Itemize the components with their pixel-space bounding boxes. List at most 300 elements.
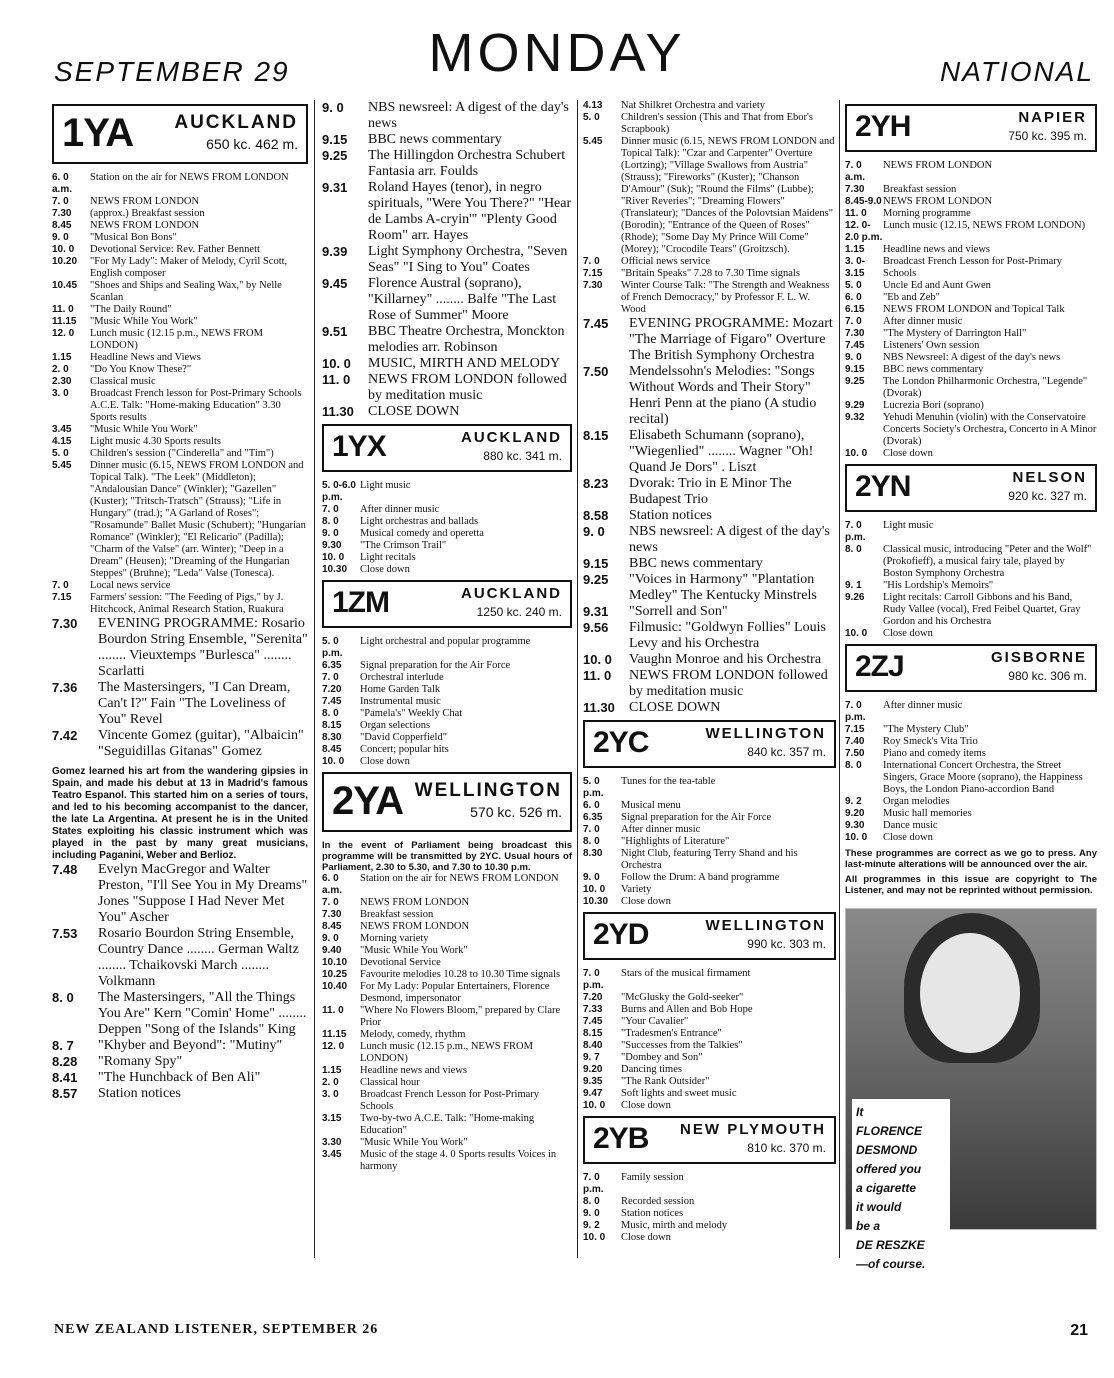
programme-list: [583, 776, 836, 908]
programme-time: 7. 0: [52, 580, 69, 591]
programme-text: Station notices: [629, 508, 712, 523]
programme-entry: [322, 660, 572, 672]
programme-text: BBC Theatre Orchestra, Monckton melodies arr. Robinson: [368, 324, 565, 355]
programme-time: 8.30: [583, 848, 603, 859]
programme-text: "The Mystery of Darrington Hall": [883, 328, 1027, 339]
programme-list: [583, 316, 836, 716]
programme-time: 7.36: [52, 680, 78, 695]
programme-text: Orchestral interlude: [360, 672, 444, 683]
programme-time: 9. 0: [845, 352, 862, 363]
programme-text: Light orchestras and ballads: [360, 516, 479, 527]
station-name: NEW PLYMOUTH: [680, 1121, 826, 1138]
programme-entry: [322, 909, 572, 921]
programme-time: 10. 0: [583, 1100, 606, 1111]
programme-time: 11. 0: [52, 304, 74, 315]
programme-entry: [52, 220, 308, 232]
programme-text: After dinner music: [621, 824, 701, 835]
programme-text: "Voices in Harmony" "Plantation Medley" The Kentucky Minstrels: [629, 572, 817, 603]
programme-text: "Khyber and Beyond": "Mutiny": [98, 1038, 283, 1053]
programme-entry: [52, 926, 308, 990]
programme-entry: [583, 1088, 836, 1100]
portrait-face: [920, 933, 1020, 1053]
programme-entry: [583, 1076, 836, 1088]
programme-time: 6. 0 a.m.: [52, 172, 73, 195]
programme-time: 8. 0: [583, 1196, 600, 1207]
programme-time: 12. 0-2.0 p.m.: [845, 220, 883, 243]
programme-time: 9.39: [322, 244, 348, 259]
station-name: AUCKLAND: [174, 112, 298, 133]
programme-text: "David Copperfield": [360, 732, 448, 743]
programme-text: Light Symphony Orchestra, "Seven Seas" "I Sing to You" Coates: [368, 244, 568, 275]
programme-time: 10.25: [322, 969, 348, 980]
programme-time: 4.15: [52, 436, 72, 447]
programme-time: 7.30: [845, 184, 865, 195]
station-callsign: 2YC: [593, 726, 649, 759]
programme-entry: [322, 1065, 572, 1077]
programme-time: 9.56: [583, 620, 609, 635]
programme-entry: [322, 1041, 572, 1065]
programme-text: NEWS FROM LONDON and Topical Talk: [883, 304, 1065, 315]
programme-time: 3.45: [322, 1149, 342, 1160]
programme-entry: [583, 1028, 836, 1040]
programme-entry: [52, 592, 308, 616]
programme-entry: [52, 680, 308, 728]
programme-text: Dvorak: Trio in E Minor The Budapest Trio: [629, 476, 792, 507]
programme-time: 8.45-9.0: [845, 196, 882, 207]
programme-text: Signal preparation for the Air Force: [621, 812, 772, 823]
programme-time: 11. 0: [322, 1005, 344, 1016]
programme-time: 4.13: [583, 100, 603, 111]
programme-time: 6.35: [322, 660, 342, 671]
programme-entry: [52, 436, 308, 448]
programme-entry: [583, 1004, 836, 1016]
header-day: MONDAY: [428, 23, 686, 83]
programme-text: EVENING PROGRAMME: Rosario Bourdon String Ensemble, "Serenita" ........ Vieuxtemps "Burlesca" ........ Scarlatti: [98, 616, 308, 679]
station-callsign: 2ZJ: [855, 650, 904, 683]
programme-text: Lucrezia Bori (soprano): [883, 400, 984, 411]
programme-entry: [583, 100, 836, 112]
station-callsign: 2YN: [855, 470, 911, 503]
programme-time: 6. 0: [583, 800, 600, 811]
programme-time: 2. 0: [52, 364, 69, 375]
programme-text: BBC news commentary: [368, 132, 502, 147]
programme-entry: [583, 968, 836, 992]
programme-text: Lunch music (12.15, NEWS FROM LONDON): [883, 220, 1086, 231]
programme-text: NEWS FROM LONDON: [360, 921, 470, 932]
programme-text: Station notices: [98, 1086, 181, 1101]
programme-entry: [583, 668, 836, 700]
programme-text: Musical comedy and operetta: [360, 528, 484, 539]
programme-entry: [583, 812, 836, 824]
programme-time: 7.45: [583, 1016, 603, 1027]
programme-entry: [322, 957, 572, 969]
programme-text: Filmusic: "Goldwyn Follies" Louis Levy and his Orchestra: [629, 620, 826, 651]
programme-entry: [845, 760, 1097, 796]
programme-text: "Successes from the Talkies": [621, 1040, 743, 1051]
programme-entry: [322, 672, 572, 684]
programme-entry: [322, 969, 572, 981]
programme-text: Signal preparation for the Air Force: [360, 660, 511, 671]
programme-text: Music hall memories: [883, 808, 972, 819]
programme-entry: [322, 945, 572, 957]
programme-list: [322, 480, 572, 576]
programme-time: 9.32: [845, 412, 865, 423]
station-header-1ya: [52, 104, 308, 164]
programme-entry: [583, 476, 836, 508]
programme-time: 9. 0: [583, 1208, 600, 1219]
programme-text: Lunch music (12.15 p.m., NEWS FROM LONDON): [90, 328, 263, 351]
programme-time: 7.48: [52, 862, 78, 877]
programme-text: NEWS FROM LONDON followed by meditation music: [629, 668, 828, 699]
programme-entry: [52, 256, 308, 280]
programme-entry: [583, 1064, 836, 1076]
programme-entry: [583, 700, 836, 716]
programme-text: Breakfast session: [883, 184, 957, 195]
programme-text: After dinner music: [883, 316, 963, 327]
programme-text: "McGlusky the Gold-seeker": [621, 992, 744, 1003]
programme-text: Breakfast session: [360, 909, 434, 920]
programme-entry: [583, 884, 836, 896]
programme-text: Morning variety: [360, 933, 429, 944]
programme-time: 10. 0: [583, 884, 606, 895]
programme-list: [322, 100, 572, 420]
programme-text: NEWS FROM LONDON: [883, 196, 993, 207]
programme-time: 6.35: [583, 812, 603, 823]
programme-entry: [845, 244, 1097, 256]
programme-text: NBS newsreel: A digest of the day's news: [629, 524, 830, 555]
programme-entry: [52, 196, 308, 208]
programme-entry: [845, 316, 1097, 328]
programme-text: Two-by-two A.C.E. Talk: "Home-making Education": [360, 1113, 535, 1136]
programme-entry: [583, 1040, 836, 1052]
programme-entry: [583, 776, 836, 800]
programme-entry: [52, 1038, 308, 1054]
programme-entry: [845, 700, 1097, 724]
programme-text: Close down: [621, 1232, 671, 1243]
station-header-2yn: [845, 464, 1097, 512]
station-header-2yc: [583, 720, 836, 768]
programme-text: BBC news commentary: [629, 556, 763, 571]
programme-entry: [322, 933, 572, 945]
programme-text: Roland Hayes (tenor), in negro spirituals, "Were You There?" "Hear de Lambs A-cryin'" "Plenty Good Room" arr. Hayes: [368, 180, 572, 243]
programme-entry: [583, 1016, 836, 1028]
ad-line: FLORENCE: [856, 1124, 922, 1138]
programme-entry: [322, 552, 572, 564]
station-frequency: 750 kc. 395 m.: [1008, 129, 1087, 143]
programme-entry: [845, 820, 1097, 832]
programme-time: 12. 0: [322, 1041, 345, 1052]
ad-line: be a: [856, 1219, 881, 1233]
programme-time: 9.15: [583, 556, 609, 571]
programme-entry: [322, 696, 572, 708]
programme-time: 9.30: [322, 540, 342, 551]
programme-entry: [322, 528, 572, 540]
station-frequency: 980 kc. 306 m.: [1008, 669, 1087, 683]
programme-text: "The Hunchback of Ben Ali": [98, 1070, 261, 1085]
programme-text: Follow the Drum: A band programme: [621, 872, 780, 883]
programme-time: 9.40: [322, 945, 342, 956]
programme-entry: [322, 732, 572, 744]
programme-text: Tunes for the tea-table: [621, 776, 716, 787]
programme-entry: [583, 316, 836, 364]
programme-time: 8.23: [583, 476, 609, 491]
programme-text: "Musical Bon Bons": [90, 232, 177, 243]
column-divider: [577, 100, 578, 1258]
programme-text: "Do You Know These?": [90, 364, 192, 375]
programme-time: 2.30: [52, 376, 72, 387]
station-callsign: 1ZM: [332, 586, 389, 619]
programme-text: "The Daily Round": [90, 304, 172, 315]
programme-time: 8. 7: [52, 1038, 74, 1053]
programme-entry: [583, 1172, 836, 1196]
programme-time: 8.45: [52, 220, 72, 231]
programme-text: Close down: [883, 832, 933, 843]
programme-entry: [583, 428, 836, 476]
programme-text: Light recitals: Carroll Gibbons and his Band, Rudy Vallee (vocal), Fred Feibel Quartet, Gray Gordon and his Orchestra: [883, 592, 1081, 627]
programme-text: Light recitals: [360, 552, 416, 563]
programme-time: 11. 0: [322, 372, 351, 387]
programme-entry: [322, 504, 572, 516]
programme-time: 11.15: [52, 316, 77, 327]
programme-entry: [845, 292, 1097, 304]
programme-time: 10. 0: [845, 628, 868, 639]
programme-entry: [322, 404, 572, 420]
programme-time: 10.40: [322, 981, 348, 992]
programme-list: [583, 100, 836, 316]
programme-time: 9. 0: [583, 872, 600, 883]
programme-text: Close down: [883, 448, 933, 459]
station-header-2yh: [845, 104, 1097, 152]
programme-text: Stars of the musical firmament: [621, 968, 751, 979]
programme-time: 3.45: [52, 424, 72, 435]
programme-entry: [845, 628, 1097, 640]
column-divider: [839, 100, 840, 1258]
programme-entry: [845, 832, 1097, 844]
programme-time: 11.15: [322, 1029, 347, 1040]
programme-time: 9.47: [583, 1088, 603, 1099]
programme-entry: [583, 800, 836, 812]
programme-entry: [845, 412, 1097, 448]
programme-entry: [52, 1054, 308, 1070]
programme-entry: [322, 276, 572, 324]
station-frequency: 810 kc. 370 m.: [747, 1141, 826, 1155]
column-2: [322, 100, 572, 1260]
programme-text: Mendelssohn's Melodies: "Songs Without Words and Their Story" Henri Penn at the piano (A studio recital): [629, 364, 817, 427]
programme-entry: [322, 720, 572, 732]
programme-time: 9. 0: [583, 524, 605, 539]
programme-text: NEWS FROM LONDON: [90, 220, 200, 231]
programme-entry: [322, 180, 572, 244]
programme-entry: [845, 748, 1097, 760]
programme-text: (approx.) Breakfast session: [90, 208, 205, 219]
programme-text: Headline News and Views: [90, 352, 201, 363]
programme-text: NEWS FROM LONDON followed by meditation music: [368, 372, 567, 403]
programme-time: 9.25: [322, 148, 348, 163]
programme-entry: [845, 160, 1097, 184]
programme-text: Melody, comedy, rhythm: [360, 1029, 466, 1040]
programme-entry: [583, 992, 836, 1004]
programme-entry: [583, 824, 836, 836]
programme-entry: [845, 592, 1097, 628]
programme-time: 8.15: [583, 428, 609, 443]
programme-entry: [322, 1137, 572, 1149]
station-header-2zj: [845, 644, 1097, 692]
programme-list: [583, 1172, 836, 1244]
station-callsign: 1YA: [62, 111, 134, 155]
programme-time: 7.15: [52, 592, 72, 603]
programme-text: "Music While You Work": [360, 1137, 468, 1148]
programme-entry: [52, 460, 308, 580]
programme-entry: [322, 148, 572, 180]
ad-line: offered you: [856, 1162, 922, 1176]
programme-entry: [845, 196, 1097, 208]
programme-text: Classical music, introducing "Peter and the Wolf" (Prokofieff), a musical fairy tale, played by Boston Symphony Orchestra: [883, 544, 1092, 579]
station-frequency: 920 kc. 327 m.: [1008, 489, 1087, 503]
programme-time: 10. 0: [845, 448, 868, 459]
programme-time: 9.20: [583, 1064, 603, 1075]
programme-text: Devotional Service: Rev. Father Bennett: [90, 244, 260, 255]
programme-entry: [583, 1100, 836, 1112]
station-frequency: 840 kc. 357 m.: [747, 745, 826, 759]
programme-time: 11. 0: [583, 668, 612, 683]
programme-text: Local news service: [90, 580, 171, 591]
programme-text: "The Crimson Trail": [360, 540, 447, 551]
programme-text: CLOSE DOWN: [629, 700, 721, 715]
programme-entry: [583, 524, 836, 556]
programme-list: [845, 160, 1097, 460]
programme-time: 7. 0 a.m.: [845, 160, 866, 183]
programme-time: 11.30: [583, 700, 615, 715]
programme-entry: [322, 1089, 572, 1113]
programme-text: CLOSE DOWN: [368, 404, 460, 419]
programme-entry: [583, 604, 836, 620]
programme-entry: [52, 424, 308, 436]
programme-entry: [845, 256, 1097, 280]
programme-entry: [845, 736, 1097, 748]
programme-entry: [845, 280, 1097, 292]
programme-text: "The Rank Outsider": [621, 1076, 710, 1087]
programme-text: Dinner music (6.15, NEWS FROM LONDON and Topical Talk). "The Leek" (Middleton); "Andalousian Dance" (Winkler); "Gazellen" (Kuster); "Tritsch-Tratsch" (Strauss); "Life in Hungary" (trad.); "A Garland of Roses"; "Rosamunde" Ballet Music (Schubert); "Hungarian Romance" (Winkler); "El Relicario" (Padilla); "Charm of the Valse" (arr. Winter); "Deep in a Dream" (Heusen); "Dreaming of the Hungarian Steppes" (Bruhne); "Leda" Valse (Tonesca).: [90, 460, 306, 579]
station-header-2yd: [583, 912, 836, 960]
programme-text: EVENING PROGRAMME: Mozart "The Marriage of Figaro" Overture The British Symphony Orchestra: [629, 316, 833, 363]
programme-entry: [583, 256, 836, 268]
header-network: NATIONAL: [940, 56, 1094, 87]
programme-time: 9.25: [583, 572, 609, 587]
programme-text: Organ melodies: [883, 796, 950, 807]
programme-entry: [583, 136, 836, 256]
programme-time: 9. 2: [583, 1220, 600, 1231]
programme-list: [52, 616, 308, 760]
programme-time: 9.35: [583, 1076, 603, 1087]
programme-text: Broadcast French Lesson for Post-Primary Schools: [883, 256, 1063, 279]
programme-entry: [52, 862, 308, 926]
programme-text: Recorded session: [621, 1196, 695, 1207]
programme-time: 5.45: [52, 460, 72, 471]
programme-time: 7. 0 p.m.: [845, 700, 866, 723]
programme-entry: [52, 1086, 308, 1102]
page-header: [0, 22, 1114, 94]
gomez-note: Gomez learned his art from the wandering gipsies in Spain, and made his debut at 13 in Madrid's famous Teatro Espanol. This started him on a series of tours, and led to his becoming accompanist to the dancer, the late La Argentina. At present he is in the United States exploiting his classic instrument which was played in the past by many great musicians, including Paganini, Weber and Berlioz.: [52, 766, 308, 861]
programme-text: Winter Course Talk: "The Strength and Weakness of French Democracy," by Professor F. L. W. Wood: [621, 280, 830, 315]
programme-entry: [583, 1052, 836, 1064]
ad-line: DESMOND: [856, 1143, 918, 1157]
programme-text: MUSIC, MIRTH AND MELODY: [368, 356, 561, 371]
programme-time: 9.26: [845, 592, 865, 603]
programme-time: 8.41: [52, 1070, 78, 1085]
programme-time: 11.30: [322, 404, 354, 419]
programme-text: Music, mirth and melody: [621, 1220, 728, 1231]
programme-time: 7.45: [845, 340, 865, 351]
programme-time: 7. 0: [583, 824, 600, 835]
programme-text: "For My Lady": Maker of Melody, Cyril Scott, English composer: [90, 256, 288, 279]
programme-time: 10. 0: [52, 244, 75, 255]
programme-time: 10.10: [322, 957, 348, 968]
programme-text: Listeners' Own session: [883, 340, 980, 351]
station-name: NELSON: [1012, 469, 1087, 486]
programme-entry: [583, 268, 836, 280]
programme-text: Devotional Service: [360, 957, 441, 968]
programme-time: 10.20: [52, 256, 78, 267]
programme-entry: [583, 652, 836, 668]
footer-publication: NEW ZEALAND LISTENER, SEPTEMBER 26: [54, 1322, 379, 1337]
programme-time: 9.30: [845, 820, 865, 831]
programme-entry: [322, 132, 572, 148]
programme-entry: [583, 872, 836, 884]
programme-entry: [845, 544, 1097, 580]
programme-text: Variety: [621, 884, 652, 895]
programme-text: Instrumental music: [360, 696, 441, 707]
programme-text: Evelyn MacGregor and Walter Preston, "I'll See You in My Dreams" Jones "Suppose I Had Never Met You" Ascher: [98, 862, 308, 925]
programme-entry: [322, 873, 572, 897]
programme-time: 7.40: [845, 736, 865, 747]
station-callsign: 2YH: [855, 110, 911, 143]
programme-time: 7. 0 p.m.: [583, 968, 604, 991]
programme-text: Yehudi Menuhin (violin) with the Conservatoire Concerts Society's Orchestra, Concerto in A Minor (Dvorak): [883, 412, 1097, 447]
programme-time: 7.45: [322, 696, 342, 707]
programme-text: "The Mystery Club": [883, 724, 969, 735]
programme-text: Station on the air for NEWS FROM LONDON: [90, 172, 289, 183]
programme-entry: [845, 184, 1097, 196]
programme-entry: [583, 556, 836, 572]
programme-time: 9.31: [583, 604, 609, 619]
programme-time: 8. 0: [583, 836, 600, 847]
programme-text: Concert; popular hits: [360, 744, 449, 755]
ad-line: it would: [856, 1200, 902, 1214]
programme-entry: [583, 1208, 836, 1220]
programme-time: 3. 0: [52, 388, 69, 399]
programme-entry: [322, 1077, 572, 1089]
programme-entry: [322, 480, 572, 504]
programme-text: Station on the air for NEWS FROM LONDON: [360, 873, 559, 884]
station-name: WELLINGTON: [414, 780, 562, 801]
programme-text: Morning programme: [883, 208, 971, 219]
programme-time: 8. 0: [322, 708, 339, 719]
programme-text: Light music: [883, 520, 934, 531]
programme-time: 9. 0: [322, 933, 339, 944]
station-frequency: 650 kc. 462 m.: [206, 136, 298, 152]
programme-time: 8.57: [52, 1086, 78, 1101]
programme-entry: [322, 921, 572, 933]
programme-entry: [845, 520, 1097, 544]
programme-list: [52, 862, 308, 1102]
programme-time: 9.15: [845, 364, 865, 375]
programme-text: Dinner music (6.15, NEWS FROM LONDON and Topical Talk): "Czar and Carpenter" Overture (Lortzing); "Village Swallows from Austria" (Strauss); "Fireworks" (Kuster); "Chanson D'Amour" (Suk); "Round the Films" (Lubbe); "River Reveries"; "Dreaming Flowers" (Translateur); "Dances of the Polovtsian Maidens" (Borodin); "Entrance of the Queen of Roses" (Rhode); "Some Day My Prince Will Come" (Morey); "Crocodile Tears" (Groitzsch).: [621, 136, 835, 255]
programme-entry: [845, 304, 1097, 316]
programme-time: 7.15: [845, 724, 865, 735]
programme-text: "Romany Spy": [98, 1054, 183, 1069]
programme-list: [845, 520, 1097, 640]
programme-text: Close down: [621, 896, 671, 907]
